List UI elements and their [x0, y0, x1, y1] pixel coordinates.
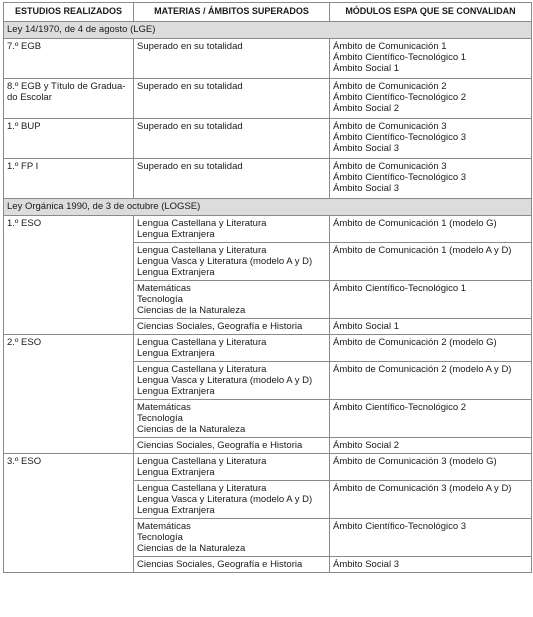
modulo-line: Ámbito Científico-Tecnológico 3: [333, 132, 467, 143]
materias-cell: [134, 39, 330, 79]
modulos-cell: Ámbito Social 2: [330, 438, 532, 454]
table-row: [4, 79, 532, 119]
materia-line: Ciencias de la Naturaleza: [137, 305, 246, 316]
materias-cell: [134, 159, 330, 199]
materia-line: Lengua Extranjera: [137, 386, 215, 397]
estudios-cell: 1.º BUP: [4, 119, 134, 159]
section-title: Ley Orgánica 1990, de 3 de octubre (LOGSE): [4, 199, 532, 216]
table-header-row: [4, 3, 532, 22]
materia-line: Lengua Castellana y Literatura: [137, 456, 267, 467]
materias-cell: [134, 400, 330, 438]
modulo-line: Ámbito Social 2: [333, 103, 400, 114]
modulo-line: Ámbito de Comunicación 2: [333, 81, 447, 92]
materia-line: Matemáticas: [137, 521, 191, 532]
table-row: [4, 39, 532, 79]
estudios-cell: 2.º ESO: [4, 335, 134, 454]
materias-cell: [134, 281, 330, 319]
modulo-line: Ámbito Social 3: [333, 183, 400, 194]
modulo-line: Ámbito Científico-Tecnológico 1: [333, 52, 467, 63]
materias-cell: [134, 216, 330, 243]
materia-line: Lengua Extranjera: [137, 267, 215, 278]
materias-cell: [134, 362, 330, 400]
materia-line: Lengua Castellana y Literatura: [137, 337, 267, 348]
materia-line: Lengua Vasca y Literatura (modelo A y D): [137, 494, 313, 505]
materia-line: Lengua Vasca y Literatura (modelo A y D): [137, 256, 313, 267]
materia-line: Lengua Vasca y Literatura (modelo A y D): [137, 375, 313, 386]
estudios-cell: 8.º EGB y Título de Gradua-do Escolar: [4, 79, 134, 119]
table-row: [4, 216, 532, 243]
materias-cell: [134, 335, 330, 362]
modulos-cell: Ámbito de Comunicación 1 (modelo A y D): [330, 243, 532, 281]
section-row-lge: [4, 22, 532, 39]
modulos-cell: Ámbito de Comunicación 3 (modelo G): [330, 454, 532, 481]
materia-line: Superado en su totalidad: [137, 41, 243, 52]
materias-cell: [134, 438, 330, 454]
materia-line: Lengua Extranjera: [137, 348, 215, 359]
table-row: [4, 454, 532, 481]
materia-line: Superado en su totalidad: [137, 81, 243, 92]
modulo-line: Ámbito Científico-Tecnológico 2: [333, 92, 467, 103]
materias-cell: [134, 119, 330, 159]
modulo-line: Ámbito Científico-Tecnológico 3: [333, 172, 467, 183]
materia-line: Ciencias de la Naturaleza: [137, 543, 246, 554]
estudios-cell: 3.º ESO: [4, 454, 134, 573]
modulos-cell: [330, 159, 532, 199]
materias-cell: [134, 319, 330, 335]
header-materias: MATERIAS / ÁMBITOS SUPERADOS: [134, 3, 330, 22]
modulos-cell: Ámbito Científico-Tecnológico 1: [330, 281, 532, 319]
modulo-line: Ámbito Social 3: [333, 143, 400, 154]
materia-line: Lengua Extranjera: [137, 467, 215, 478]
modulos-cell: Ámbito Social 3: [330, 557, 532, 573]
materia-line: Lengua Extranjera: [137, 505, 215, 516]
materia-line: Tecnología: [137, 294, 183, 305]
materia-line: Matemáticas: [137, 402, 191, 413]
materias-cell: [134, 557, 330, 573]
materia-line: Ciencias Sociales, Geografía e Historia: [137, 440, 303, 451]
table-row: [4, 335, 532, 362]
materias-cell: [134, 481, 330, 519]
table-row: [4, 119, 532, 159]
materia-line: Tecnología: [137, 413, 183, 424]
modulos-cell: Ámbito de Comunicación 1 (modelo G): [330, 216, 532, 243]
section-title: Ley 14/1970, de 4 de agosto (LGE): [4, 22, 532, 39]
materia-line: Superado en su totalidad: [137, 161, 243, 172]
estudios-cell: 1.º ESO: [4, 216, 134, 335]
modulos-cell: [330, 79, 532, 119]
modulos-cell: Ámbito de Comunicación 2 (modelo G): [330, 335, 532, 362]
modulos-cell: Ámbito Científico-Tecnológico 2: [330, 400, 532, 438]
materias-cell: [134, 454, 330, 481]
materias-cell: [134, 519, 330, 557]
table-row: [4, 159, 532, 199]
modulos-cell: [330, 39, 532, 79]
materia-line: Tecnología: [137, 532, 183, 543]
estudios-cell: 7.º EGB: [4, 39, 134, 79]
modulo-line: Ámbito Social 1: [333, 63, 400, 74]
modulos-cell: Ámbito Social 1: [330, 319, 532, 335]
materia-line: Lengua Castellana y Literatura: [137, 364, 267, 375]
modulos-cell: Ámbito de Comunicación 2 (modelo A y D): [330, 362, 532, 400]
materia-line: Superado en su totalidad: [137, 121, 243, 132]
modulos-cell: [330, 119, 532, 159]
materia-line: Lengua Castellana y Literatura: [137, 218, 267, 229]
modulos-cell: Ámbito de Comunicación 3 (modelo A y D): [330, 481, 532, 519]
materia-line: Ciencias Sociales, Geografía e Historia: [137, 559, 303, 570]
section-row-logse: [4, 199, 532, 216]
modulos-cell: Ámbito Científico-Tecnológico 3: [330, 519, 532, 557]
convalidation-table: [3, 2, 532, 573]
materias-cell: [134, 79, 330, 119]
estudios-cell: 1.º FP I: [4, 159, 134, 199]
materia-line: Lengua Castellana y Literatura: [137, 483, 267, 494]
materia-line: Ciencias Sociales, Geografía e Historia: [137, 321, 303, 332]
materia-line: Ciencias de la Naturaleza: [137, 424, 246, 435]
materia-line: Matemáticas: [137, 283, 191, 294]
materia-line: Lengua Extranjera: [137, 229, 215, 240]
header-estudios: ESTUDIOS REALIZADOS: [4, 3, 134, 22]
modulo-line: Ámbito de Comunicación 3: [333, 121, 447, 132]
materia-line: Lengua Castellana y Literatura: [137, 245, 267, 256]
modulo-line: Ámbito de Comunicación 1: [333, 41, 447, 52]
header-modulos: MÓDULOS ESPA QUE SE CONVALIDAN: [330, 3, 532, 22]
materias-cell: [134, 243, 330, 281]
modulo-line: Ámbito de Comunicación 3: [333, 161, 447, 172]
